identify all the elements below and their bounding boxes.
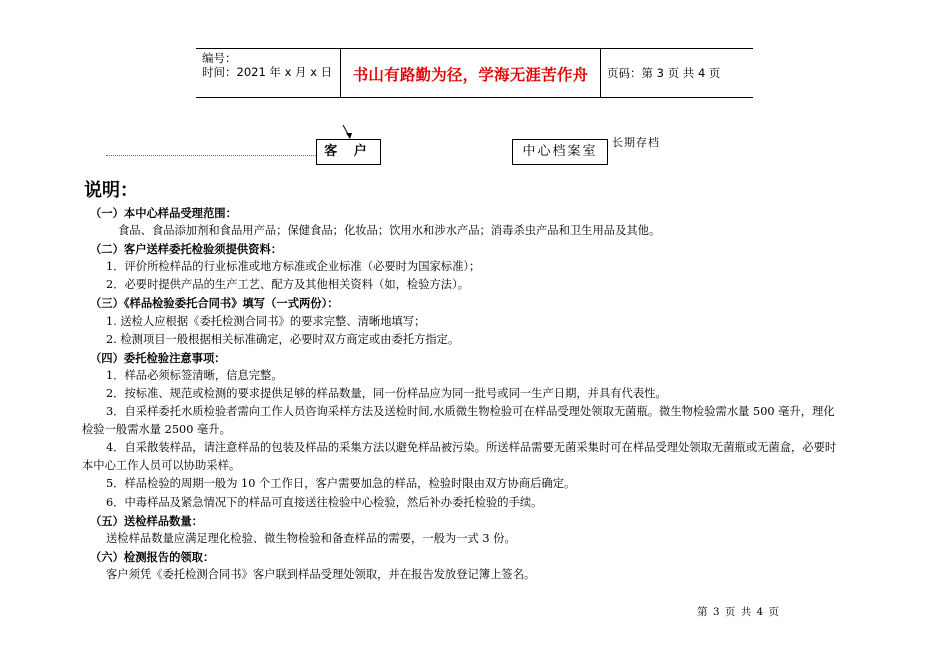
section-heading-6: （六）检测报告的领取： xyxy=(90,549,215,564)
flow-dotted-line xyxy=(106,155,316,156)
section-heading-4: （四）委托检验注意事项： xyxy=(90,350,226,365)
section-4-item-4: 4．自采散装样品，请注意样品的包装及样品的采集方法以避免样品被污染。所送样品需要无菌采集时可在样品受理处领取无菌瓶或无菌盒，必要时 xyxy=(106,441,837,455)
section-3-item-2: 2. 检测项目一般根据相关标准确定，必要时双方商定或由委托方指定。 xyxy=(106,332,460,346)
header-motto-cell xyxy=(340,49,601,97)
page-title: 说明： xyxy=(84,180,138,201)
section-heading-5: （五）送检样品数量： xyxy=(90,513,203,528)
header-page-cell xyxy=(601,49,753,97)
section-2-item-2: 2．必要时提供产品的生产工艺、配方及其他相关资料（如，检验方法）。 xyxy=(106,278,470,292)
header-left-cell xyxy=(196,49,340,97)
section-4-item-4-cont: 本中心工作人员可以协助采样。 xyxy=(82,459,241,473)
page-footer: 第 3 页 共 4 页 xyxy=(697,606,781,618)
arrow-down-icon xyxy=(340,124,356,140)
page-info: 页码：第 3 页 共 4 页 xyxy=(607,66,721,80)
motto-text: 书山有路勤为径，学海无涯苦作舟 xyxy=(352,65,589,84)
section-5-text: 送检样品数量应满足理化检验、微生物检验和备查样品的需要，一般为一式 3 份。 xyxy=(106,531,516,545)
section-1-text: 食品、食品添加剂和食品用产品；保健食品；化妆品；饮用水和涉水产品；消毒杀虫产品和卫生用品及其他。 xyxy=(118,224,661,238)
section-heading-1: （一）本中心样品受理范围： xyxy=(90,206,237,220)
section-6-text: 客户须凭《委托检测合同书》客户联到样品受理处领取，并在报告发放登记簿上签名。 xyxy=(106,567,536,581)
page-header xyxy=(196,48,753,98)
section-4-item-5: 5．样品检验的周期一般为 10 个工作日，客户需要加急的样品，检验时限由双方协商后确定。 xyxy=(106,477,576,491)
section-2-item-1: 1．评价所检样品的行业标准或地方标准或企业标准（必要时为国家标准）； xyxy=(106,260,481,274)
archive-note: 长期存档 xyxy=(612,136,660,149)
section-heading-2: （二）客户送样委托检验须提供资料： xyxy=(90,242,283,257)
section-4-item-6: 6．中毒样品及紧急情况下的样品可直接送往检验中心检验，然后补办委托检验的手续。 xyxy=(106,495,543,509)
archive-box: 中心档案室 xyxy=(512,139,608,165)
section-4-item-1: 1．样品必须标签清晰，信息完整。 xyxy=(106,368,283,382)
instructions-body xyxy=(82,204,890,584)
customer-box: 客 户 xyxy=(316,139,381,165)
section-3-item-1: 1. 送检人应根据《委托检测合同书》的要求完整、清晰地填写； xyxy=(106,314,426,328)
section-4-item-3: 3．自采样委托水质检验者需向工作人员咨询采样方法及送检时间,水质微生物检验可在样品受理处领取无菌瓶。微生物检验需水量 500 毫升，理化 xyxy=(106,405,835,419)
section-4-item-2: 2．按标准、规范或检测的要求提供足够的样品数量，同一份样品应为同一批号或同一生产日期，并具有代表性。 xyxy=(106,386,667,400)
number-label: 编号： xyxy=(202,51,237,65)
section-4-item-3-cont: 检验一般需水量 2500 毫升。 xyxy=(82,423,231,437)
section-heading-3: （三）《样品检验委托合同书》填写（一式两份）： xyxy=(90,296,339,311)
time-label: 时间：2021 年 x 月 x 日 xyxy=(202,65,333,79)
